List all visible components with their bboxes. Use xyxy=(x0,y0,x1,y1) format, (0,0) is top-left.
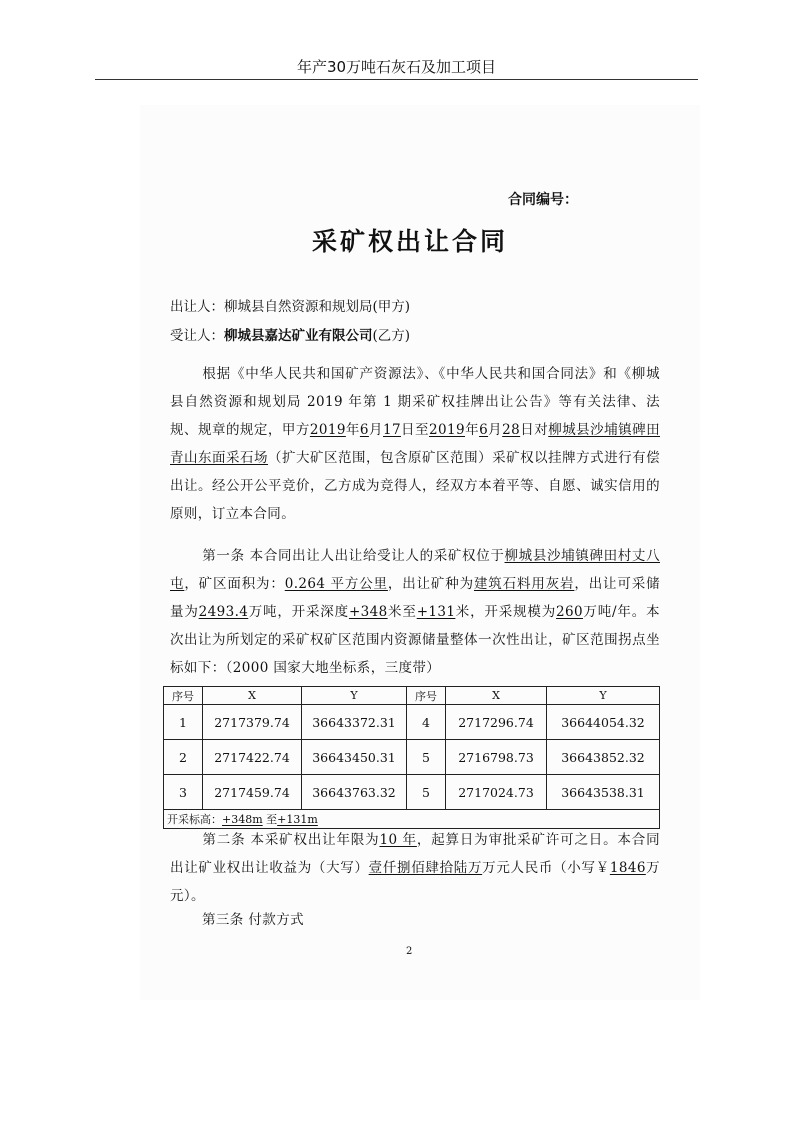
header-index: 序号 xyxy=(407,687,446,705)
contract-number-label: 合同编号： xyxy=(508,192,578,208)
intro-paragraph: 根据《中华人民共和国矿产资源法》、《中华人民共和国合同法》和《柳城县自然资源和规划局 2019 年第 1 期采矿权挂牌出让公告》等有关法律、法规、规章的规定，甲方2019年6月17日至2019年6月28日对柳城县沙埔镇碑田青山东面采石场（扩大矿区范围，包含原矿区范围）采矿权以挂牌方式进行有偿出让。经公开公平竞价，乙方成为竞得人，经双方本着平等、自愿、诚实信用的原则，订立本合同。 xyxy=(170,366,660,522)
end-day: 28 xyxy=(502,422,521,438)
grantor-line: 出让人：柳城县自然资源和规划局(甲方) xyxy=(170,299,411,315)
elevation-cell: 开采标高：+348m 至+131m xyxy=(164,810,660,829)
cell: 2717024.73 xyxy=(446,775,547,810)
location: 柳城县沙埔镇碑田村丈八屯 xyxy=(170,548,660,592)
cell: 4 xyxy=(407,705,446,740)
start-day: 17 xyxy=(382,422,401,438)
grantee-name: 柳城县嘉达矿业有限公司 xyxy=(224,328,373,344)
table-row xyxy=(164,740,660,775)
end-month: 6 xyxy=(479,422,489,438)
cell: 36643372.31 xyxy=(302,705,407,740)
area-value: 0.264 平方公里 xyxy=(284,576,388,592)
article-1: 第一条 本合同出让人出让给受让人的采矿权位于柳城县沙埔镇碑田村丈八屯，矿区面积为：0.264 平方公里，出让矿种为建筑石料用灰岩，出让可采储量为2493.4万吨，开采深度+348米至+131米，开采规模为260万吨/年。本次出让为所划定的采矿权矿区范围内资源储量整体一次性出让，矿区范围拐点坐标如下：（2000 国家大地坐标系，三度带） xyxy=(170,548,660,676)
start-month: 6 xyxy=(359,422,369,438)
cell: 2717459.74 xyxy=(203,775,302,810)
header-x: X xyxy=(446,687,547,705)
cell: 1 xyxy=(164,705,203,740)
header-x: X xyxy=(203,687,302,705)
cell: 2717422.74 xyxy=(203,740,302,775)
reserve-value: 2493.4 xyxy=(198,604,249,620)
mineral-type: 建筑石料用灰岩 xyxy=(473,576,575,592)
coordinate-table xyxy=(163,686,660,829)
header-y: Y xyxy=(547,687,660,705)
amount-words: 壹仟捌佰肆拾陆万 xyxy=(368,860,483,876)
amount-number: 1846 xyxy=(609,860,646,876)
cell: 2717379.74 xyxy=(203,705,302,740)
cell: 2717296.74 xyxy=(446,705,547,740)
table-row xyxy=(164,705,660,740)
start-year: 2019 xyxy=(309,422,346,438)
cell: 2 xyxy=(164,740,203,775)
contract-title: 采矿权出让合同 xyxy=(311,227,508,256)
cell: 2716798.73 xyxy=(446,740,547,775)
cell: 36643763.32 xyxy=(302,775,407,810)
header-y: Y xyxy=(302,687,407,705)
cell: 36643852.32 xyxy=(547,740,660,775)
table-row xyxy=(164,775,660,810)
end-year: 2019 xyxy=(429,422,465,438)
term-years: 10 年 xyxy=(379,832,417,848)
page-header: 年产30万吨石灰石及加工项目 xyxy=(296,58,497,76)
cell: 5 xyxy=(407,775,446,810)
grantee-suffix: (乙方) xyxy=(372,328,411,344)
grantee-line xyxy=(170,324,410,344)
header-rule xyxy=(95,79,698,80)
depth-to: +131 xyxy=(416,604,456,620)
depth-from: +348 xyxy=(348,604,388,620)
scale-value: 260 xyxy=(556,604,583,620)
page-number: 2 xyxy=(406,946,413,957)
article-3: 第三条 付款方式 xyxy=(202,912,304,928)
header-index: 序号 xyxy=(164,687,203,705)
cell: 36643538.31 xyxy=(547,775,660,810)
cell: 36644054.32 xyxy=(547,705,660,740)
site-name: 柳城县沙埔镇碑田青山东面采石场 xyxy=(170,422,660,466)
cell: 36643450.31 xyxy=(302,740,407,775)
cell: 5 xyxy=(407,740,446,775)
article-2: 第二条 本采矿权出让年限为10 年，起算日为审批采矿许可之日。本合同出让矿业权出让收益为（大写）壹仟捌佰肆拾陆万万元人民币（小写￥1846万元）。 xyxy=(170,832,661,904)
table-header-row xyxy=(164,687,660,705)
cell: 3 xyxy=(164,775,203,810)
grantee-label: 受让人： xyxy=(170,328,224,344)
